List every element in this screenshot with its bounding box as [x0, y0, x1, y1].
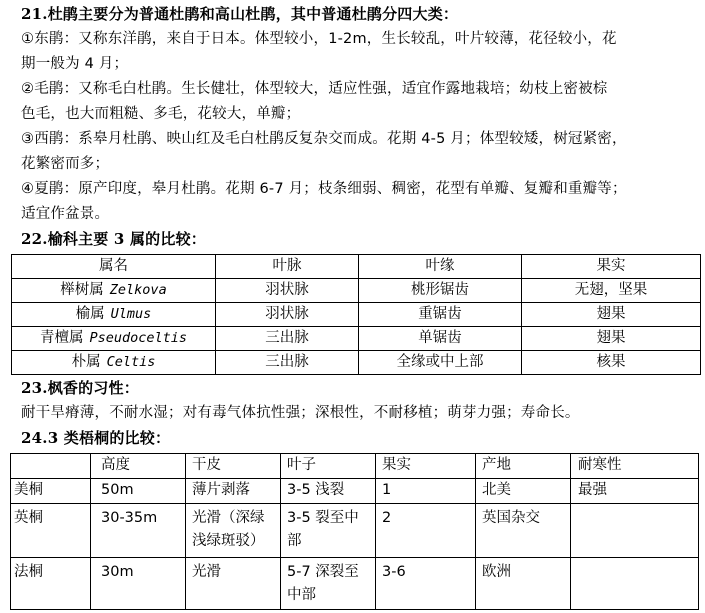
margin-cell: 单锯齿	[359, 327, 522, 351]
margin-cell: 全缘或中上部	[359, 351, 522, 375]
header-cell-vein: 叶脉	[216, 255, 359, 279]
vein-cell: 三出脉	[216, 327, 359, 351]
leaf-line: 5-7 深裂至	[287, 564, 359, 580]
bark-line: 浅绿斑驳）	[192, 533, 265, 549]
section-21-line: 适宜作盆景。	[21, 206, 110, 222]
fruit-cell: 翅果	[522, 303, 701, 327]
species-cell: 英桐	[11, 504, 91, 558]
section-24-title: 24.3 类梧桐的比较：	[21, 429, 171, 447]
section-21-line: ③西鹃：系皋月杜鹃、映山红及毛白杜鹃反复杂交而成。花期 4-5 月；体型较矮，树冠紧密，	[21, 131, 627, 147]
vein-cell: 羽状脉	[216, 303, 359, 327]
height-cell: 30-35m	[91, 504, 186, 558]
genus-name: 榉树属	[60, 282, 104, 298]
section-22-title: 22.榆科主要 3 属的比较：	[21, 230, 206, 248]
genus-name: 朴属	[71, 354, 101, 370]
genus-cell	[12, 327, 216, 351]
header-cell-margin: 叶缘	[359, 255, 522, 279]
table-row	[12, 303, 701, 327]
section-21-line: 期一般为 4 月；	[21, 56, 129, 72]
fruit-cell: 核果	[522, 351, 701, 375]
section-21-line: ②毛鹃：又称毛白杜鹃。生长健壮，体型较大，适应性强，适宜作露地栽培；幼枝上密被棕	[21, 81, 608, 97]
bark-cell	[186, 504, 281, 558]
header-cell-genus: 属名	[12, 255, 216, 279]
table-row	[11, 558, 699, 610]
origin-cell: 欧洲	[476, 558, 571, 610]
height-cell: 50m	[91, 479, 186, 504]
table-row	[12, 351, 701, 375]
genus-latin-name: Ulmus	[110, 306, 152, 322]
origin-cell: 北美	[476, 479, 571, 504]
cold-hardiness-cell: 最强	[571, 479, 699, 504]
cold-hardiness-cell	[571, 558, 699, 610]
genus-cell	[12, 303, 216, 327]
margin-cell: 桃形锯齿	[359, 279, 522, 303]
header-cell-origin: 产地	[476, 454, 571, 479]
section-21-title: 21.杜鹃主要分为普通杜鹃和高山杜鹃，其中普通杜鹃分四大类：	[21, 5, 459, 23]
genus-latin-name: Celtis	[106, 354, 156, 370]
table-header-row	[12, 255, 701, 279]
leaf-line: 部	[287, 533, 302, 549]
genus-cell	[12, 351, 216, 375]
fruit-cell: 2	[376, 504, 476, 558]
genus-name: 青檀属	[39, 330, 84, 346]
vein-cell: 羽状脉	[216, 279, 359, 303]
section-21-line: ①东鹃：又称东洋鹃，来自于日本。体型较小，1-2m，生长较乱，叶片较薄，花径较小，花	[21, 31, 617, 47]
leaf-line: 3-5 裂至中	[287, 510, 359, 526]
header-cell-bark: 干皮	[186, 454, 281, 479]
section-21-line: 花繁密而多；	[21, 156, 110, 172]
genus-latin-name: Zelkova	[109, 282, 167, 298]
ulmaceae-comparison-table	[11, 254, 701, 375]
species-cell: 美桐	[11, 479, 91, 504]
header-cell-cold-hardiness: 耐寒性	[571, 454, 699, 479]
vein-cell: 三出脉	[216, 351, 359, 375]
leaf-cell	[281, 558, 376, 610]
species-cell: 法桐	[11, 558, 91, 610]
header-cell-leaf: 叶子	[281, 454, 376, 479]
header-cell-fruit: 果实	[376, 454, 476, 479]
section-23-text: 耐干旱瘠薄，不耐水湿；对有毒气体抗性强；深根性，不耐移植；萌芽力强；寿命长。	[21, 405, 580, 421]
header-cell-blank	[11, 454, 91, 479]
genus-cell	[12, 279, 216, 303]
height-cell: 30m	[91, 558, 186, 610]
section-21-line: ④夏鹃：原产印度，皋月杜鹃。花期 6-7 月；枝条细弱、稠密，花型有单瓣、复瓣和重瓣等；	[21, 181, 627, 197]
fruit-cell: 1	[376, 479, 476, 504]
document-page	[14, 2, 697, 610]
leaf-cell: 3-5 浅裂	[281, 479, 376, 504]
fruit-cell: 3-6	[376, 558, 476, 610]
bark-cell: 薄片剥落	[186, 479, 281, 504]
table-row	[12, 327, 701, 351]
table-row	[11, 504, 699, 558]
leaf-line: 中部	[287, 587, 316, 603]
cold-hardiness-cell	[571, 504, 699, 558]
origin-cell: 英国杂交	[476, 504, 571, 558]
table-header-row	[11, 454, 699, 479]
genus-name: 榆属	[75, 306, 105, 322]
section-21-line: 色毛，也大而粗糙、多毛，花较大，单瓣；	[21, 106, 301, 122]
header-cell-fruit: 果实	[522, 255, 701, 279]
genus-latin-name: Pseudoceltis	[89, 330, 188, 346]
leaf-cell	[281, 504, 376, 558]
platanus-comparison-table	[10, 453, 699, 610]
table-row	[12, 279, 701, 303]
bark-cell: 光滑	[186, 558, 281, 610]
fruit-cell: 无翅，坚果	[522, 279, 701, 303]
section-23-title: 23.枫香的习性：	[21, 379, 139, 397]
table-row	[11, 479, 699, 504]
header-cell-height: 高度	[91, 454, 186, 479]
fruit-cell: 翅果	[522, 327, 701, 351]
bark-line: 光滑（深绿	[192, 510, 265, 526]
margin-cell: 重锯齿	[359, 303, 522, 327]
